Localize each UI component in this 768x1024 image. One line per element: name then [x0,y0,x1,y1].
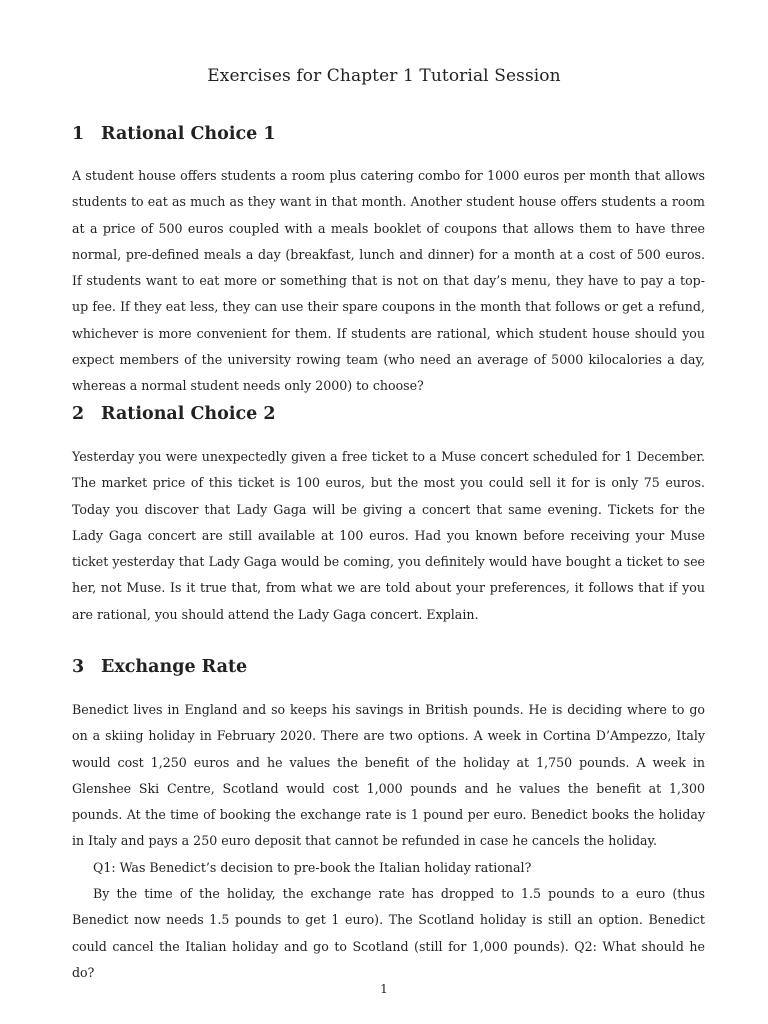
section-title: Rational Choice 2 [101,404,276,424]
section-title: Rational Choice 1 [101,124,276,144]
document-title: Exercises for Chapter 1 Tutorial Session [207,66,561,86]
section-3-question-1: Q1: Was Benedict’s decision to pre-book the Italian holiday rational? [93,860,532,875]
section-number: 3 [72,657,85,677]
section-heading-rational-choice-2 [72,404,276,424]
section-title: Exchange Rate [101,657,248,677]
section-number: 2 [72,404,85,424]
section-2-paragraph: Yesterday you were unexpectedly given a free ticket to a Muse concert scheduled for 1 December. The market price of this ticket is 100 euros, but the most you could sell it for is only 75 euros. Today you discover that Lady Gaga will be giving a concert that same evening. Tickets for the Lady Gaga concert are still available at 100 euros. Had you known before receiving your Muse ticket yesterday that Lady Gaga would be coming, you definitely would have bought a ticket to see her, not Muse. Is it true that, from what we are told about your preferences, it follows that if you are rational, you should attend the Lady Gaga concert. Explain. [72,449,705,622]
section-3-paragraph: Benedict lives in England and so keeps his savings in British pounds. He is deciding where to go on a skiing holiday in February 2020. There are two options. A week in Cortina D’Ampezzo, Italy would cost 1,250 euros and he values the benefit of the holiday at 1,750 pounds. A week in Glenshee Ski Centre, Scotland would cost 1,000 pounds and he values the benefit at 1,300 pounds. At the time of booking the exchange rate is 1 pound per euro. Benedict books the holiday in Italy and pays a 250 euro deposit that cannot be refunded in case he cancels the holiday. [72,702,705,849]
section-heading-exchange-rate [72,657,247,677]
section-heading-rational-choice-1 [72,124,276,144]
section-number: 1 [72,124,85,144]
section-1-paragraph: A student house offers students a room plus catering combo for 1000 euros per month that allows students to eat as much as they want in that month. Another student house offers students a room at a price of 500 euros coupled with a meals booklet of coupons that allows them to have three normal, pre-defined meals a day (breakfast, lunch and dinner) for a month at a cost of 500 euros. If students want to eat more or something that is not on that day’s menu, they have to pay a top-up fee. If they eat less, they can use their spare coupons in the month that follows or get a refund, whichever is more convenient for them. If students are rational, which student house should you expect members of the university rowing team (who need an average of 5000 kilocalories a day, whereas a normal student needs only 2000) to choose? [72,168,705,394]
section-3-paragraph-2: By the time of the holiday, the exchange rate has dropped to 1.5 pounds to a euro (thus Benedict now needs 1.5 pounds to get 1 euro). The Scotland holiday is still an option. Benedict could cancel the Italian holiday and go to Scotland (still for 1,000 pounds). Q2: What should he do? [72,886,705,980]
page-number: 1 [380,982,388,996]
